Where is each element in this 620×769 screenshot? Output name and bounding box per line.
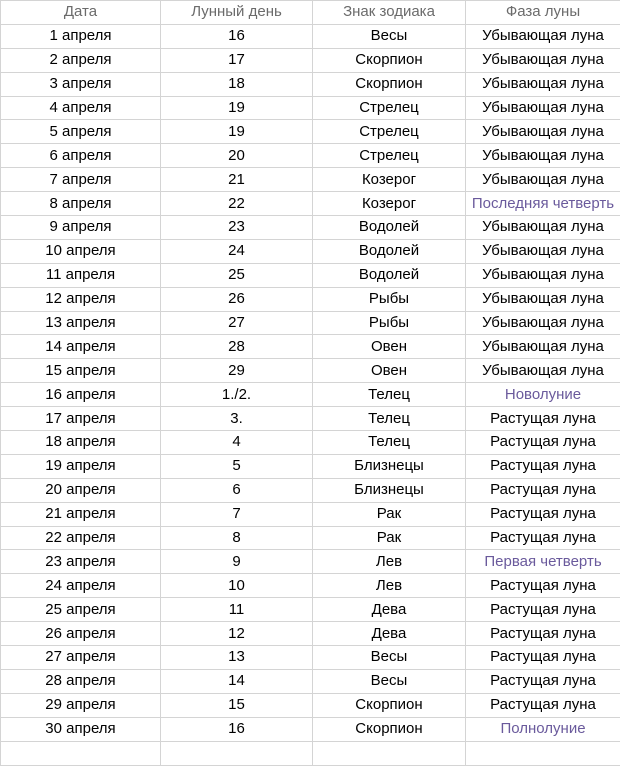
lunar-day-cell[interactable]: 1./2. <box>161 383 313 407</box>
lunar-day-cell[interactable]: 25 <box>161 263 313 287</box>
phase-cell[interactable]: Первая четверть <box>466 550 620 574</box>
zodiac-cell[interactable]: Телец <box>313 431 466 455</box>
zodiac-cell[interactable]: Овен <box>313 335 466 359</box>
date-cell[interactable]: 3 апреля <box>1 72 161 96</box>
table-body <box>1 24 620 741</box>
zodiac-cell[interactable]: Лев <box>313 574 466 598</box>
table-row <box>1 717 620 741</box>
lunar-day-cell[interactable]: 10 <box>161 574 313 598</box>
table-row <box>1 239 620 263</box>
lunar-day-cell[interactable]: 9 <box>161 550 313 574</box>
zodiac-cell[interactable]: Козерог <box>313 168 466 192</box>
phase-cell[interactable]: Растущая луна <box>466 502 620 526</box>
zodiac-cell[interactable]: Овен <box>313 359 466 383</box>
date-cell[interactable]: 26 апреля <box>1 622 161 646</box>
table-row <box>1 359 620 383</box>
date-cell[interactable]: 16 апреля <box>1 383 161 407</box>
phase-cell[interactable]: Убывающая луна <box>466 24 620 48</box>
lunar-day-cell[interactable]: 16 <box>161 717 313 741</box>
date-cell[interactable]: 12 апреля <box>1 287 161 311</box>
phase-cell[interactable]: Убывающая луна <box>466 359 620 383</box>
phase-cell[interactable]: Убывающая луна <box>466 96 620 120</box>
lunar-day-cell[interactable]: 14 <box>161 669 313 693</box>
lunar-day-cell[interactable]: 27 <box>161 311 313 335</box>
date-cell[interactable]: 23 апреля <box>1 550 161 574</box>
zodiac-cell[interactable]: Дева <box>313 622 466 646</box>
phase-cell[interactable]: Убывающая луна <box>466 144 620 168</box>
date-cell[interactable]: 14 апреля <box>1 335 161 359</box>
phase-cell[interactable]: Убывающая луна <box>466 311 620 335</box>
table-row <box>1 263 620 287</box>
date-cell[interactable]: 7 апреля <box>1 168 161 192</box>
zodiac-cell[interactable]: Козерог <box>313 192 466 216</box>
date-cell[interactable]: 1 апреля <box>1 24 161 48</box>
table-row <box>1 192 620 216</box>
date-cell[interactable]: 21 апреля <box>1 502 161 526</box>
lunar-day-cell[interactable]: 19 <box>161 120 313 144</box>
phase-cell[interactable]: Убывающая луна <box>466 72 620 96</box>
date-cell[interactable]: 9 апреля <box>1 216 161 240</box>
zodiac-cell[interactable]: Стрелец <box>313 96 466 120</box>
lunar-day-cell[interactable]: 11 <box>161 598 313 622</box>
zodiac-cell[interactable]: Рыбы <box>313 287 466 311</box>
date-cell[interactable]: 15 апреля <box>1 359 161 383</box>
phase-cell[interactable]: Убывающая луна <box>466 216 620 240</box>
header-zodiac[interactable]: Знак зодиака <box>313 1 466 25</box>
lunar-day-cell[interactable]: 4 <box>161 431 313 455</box>
date-cell[interactable]: 13 апреля <box>1 311 161 335</box>
table-row <box>1 335 620 359</box>
date-cell[interactable]: 6 апреля <box>1 144 161 168</box>
zodiac-cell[interactable]: Водолей <box>313 239 466 263</box>
zodiac-cell[interactable]: Телец <box>313 407 466 431</box>
lunar-day-cell[interactable]: 19 <box>161 96 313 120</box>
date-cell[interactable]: 20 апреля <box>1 478 161 502</box>
phase-cell[interactable]: Растущая луна <box>466 693 620 717</box>
table-row <box>1 693 620 717</box>
zodiac-cell[interactable]: Водолей <box>313 263 466 287</box>
header-lunar-day[interactable]: Лунный день <box>161 1 313 25</box>
phase-cell[interactable]: Растущая луна <box>466 622 620 646</box>
zodiac-cell[interactable]: Весы <box>313 646 466 670</box>
lunar-day-cell[interactable]: 18 <box>161 72 313 96</box>
table-row <box>1 96 620 120</box>
zodiac-cell[interactable]: Рыбы <box>313 311 466 335</box>
lunar-day-cell[interactable]: 12 <box>161 622 313 646</box>
date-cell[interactable]: 27 апреля <box>1 646 161 670</box>
date-cell[interactable]: 4 апреля <box>1 96 161 120</box>
zodiac-cell[interactable]: Стрелец <box>313 144 466 168</box>
phase-cell[interactable]: Последняя четверть <box>466 192 620 216</box>
phase-cell[interactable]: Растущая луна <box>466 407 620 431</box>
zodiac-cell[interactable]: Весы <box>313 24 466 48</box>
zodiac-cell[interactable]: Лев <box>313 550 466 574</box>
table-row <box>1 598 620 622</box>
zodiac-cell[interactable]: Скорпион <box>313 48 466 72</box>
phase-cell[interactable]: Растущая луна <box>466 478 620 502</box>
table-row <box>1 454 620 478</box>
table-row <box>1 168 620 192</box>
date-cell[interactable]: 2 апреля <box>1 48 161 72</box>
table-row <box>1 550 620 574</box>
table-row <box>1 311 620 335</box>
lunar-day-cell[interactable]: 26 <box>161 287 313 311</box>
zodiac-cell[interactable]: Водолей <box>313 216 466 240</box>
lunar-day-cell[interactable]: 21 <box>161 168 313 192</box>
header-phase[interactable]: Фаза луны <box>466 1 620 25</box>
lunar-day-cell[interactable]: 16 <box>161 24 313 48</box>
lunar-day-cell[interactable]: 17 <box>161 48 313 72</box>
table-row <box>1 72 620 96</box>
zodiac-cell[interactable]: Скорпион <box>313 717 466 741</box>
empty-cell[interactable] <box>1 741 161 765</box>
lunar-day-cell[interactable]: 3. <box>161 407 313 431</box>
lunar-day-cell[interactable]: 8 <box>161 526 313 550</box>
phase-cell[interactable]: Полнолуние <box>466 717 620 741</box>
table-row <box>1 478 620 502</box>
table-row <box>1 431 620 455</box>
phase-cell[interactable]: Убывающая луна <box>466 168 620 192</box>
empty-cell[interactable] <box>161 741 313 765</box>
date-cell[interactable]: 5 апреля <box>1 120 161 144</box>
lunar-day-cell[interactable]: 5 <box>161 454 313 478</box>
table-row <box>1 120 620 144</box>
phase-cell[interactable]: Новолуние <box>466 383 620 407</box>
zodiac-cell[interactable]: Близнецы <box>313 454 466 478</box>
zodiac-cell[interactable]: Рак <box>313 502 466 526</box>
phase-cell[interactable]: Убывающая луна <box>466 263 620 287</box>
phase-cell[interactable]: Убывающая луна <box>466 120 620 144</box>
zodiac-cell[interactable]: Близнецы <box>313 478 466 502</box>
lunar-day-cell[interactable]: 15 <box>161 693 313 717</box>
date-cell[interactable]: 29 апреля <box>1 693 161 717</box>
phase-cell[interactable]: Растущая луна <box>466 454 620 478</box>
table-row <box>1 24 620 48</box>
lunar-day-cell[interactable]: 22 <box>161 192 313 216</box>
lunar-day-cell[interactable]: 6 <box>161 478 313 502</box>
lunar-day-cell[interactable]: 20 <box>161 144 313 168</box>
zodiac-cell[interactable]: Рак <box>313 526 466 550</box>
lunar-day-cell[interactable]: 23 <box>161 216 313 240</box>
table-row <box>1 383 620 407</box>
date-cell[interactable]: 28 апреля <box>1 669 161 693</box>
lunar-day-cell[interactable]: 29 <box>161 359 313 383</box>
phase-cell[interactable]: Растущая луна <box>466 526 620 550</box>
zodiac-cell[interactable]: Стрелец <box>313 120 466 144</box>
phase-cell[interactable]: Растущая луна <box>466 669 620 693</box>
header-date[interactable]: Дата <box>1 1 161 25</box>
table-row <box>1 407 620 431</box>
date-cell[interactable]: 18 апреля <box>1 431 161 455</box>
lunar-day-cell[interactable]: 24 <box>161 239 313 263</box>
zodiac-cell[interactable]: Телец <box>313 383 466 407</box>
phase-cell[interactable]: Убывающая луна <box>466 48 620 72</box>
empty-cell[interactable] <box>313 741 466 765</box>
lunar-day-cell[interactable]: 7 <box>161 502 313 526</box>
date-cell[interactable]: 17 апреля <box>1 407 161 431</box>
empty-row <box>1 741 620 765</box>
phase-cell[interactable]: Растущая луна <box>466 431 620 455</box>
date-cell[interactable]: 25 апреля <box>1 598 161 622</box>
lunar-day-cell[interactable]: 28 <box>161 335 313 359</box>
table-row <box>1 287 620 311</box>
phase-cell[interactable]: Растущая луна <box>466 646 620 670</box>
lunar-day-cell[interactable]: 13 <box>161 646 313 670</box>
date-cell[interactable]: 22 апреля <box>1 526 161 550</box>
zodiac-cell[interactable]: Скорпион <box>313 72 466 96</box>
table-row <box>1 502 620 526</box>
empty-cell[interactable] <box>466 741 620 765</box>
phase-cell[interactable]: Растущая луна <box>466 598 620 622</box>
table-row <box>1 622 620 646</box>
table-row <box>1 574 620 598</box>
zodiac-cell[interactable]: Дева <box>313 598 466 622</box>
date-cell[interactable]: 19 апреля <box>1 454 161 478</box>
table-row <box>1 144 620 168</box>
table-row <box>1 48 620 72</box>
phase-cell[interactable]: Растущая луна <box>466 574 620 598</box>
table-row <box>1 216 620 240</box>
date-cell[interactable]: 30 апреля <box>1 717 161 741</box>
zodiac-cell[interactable]: Весы <box>313 669 466 693</box>
phase-cell[interactable]: Убывающая луна <box>466 239 620 263</box>
date-cell[interactable]: 11 апреля <box>1 263 161 287</box>
table-row <box>1 526 620 550</box>
zodiac-cell[interactable]: Скорпион <box>313 693 466 717</box>
date-cell[interactable]: 24 апреля <box>1 574 161 598</box>
date-cell[interactable]: 10 апреля <box>1 239 161 263</box>
header-row <box>1 1 620 25</box>
phase-cell[interactable]: Убывающая луна <box>466 287 620 311</box>
table-row <box>1 669 620 693</box>
phase-cell[interactable]: Убывающая луна <box>466 335 620 359</box>
table-row <box>1 646 620 670</box>
date-cell[interactable]: 8 апреля <box>1 192 161 216</box>
